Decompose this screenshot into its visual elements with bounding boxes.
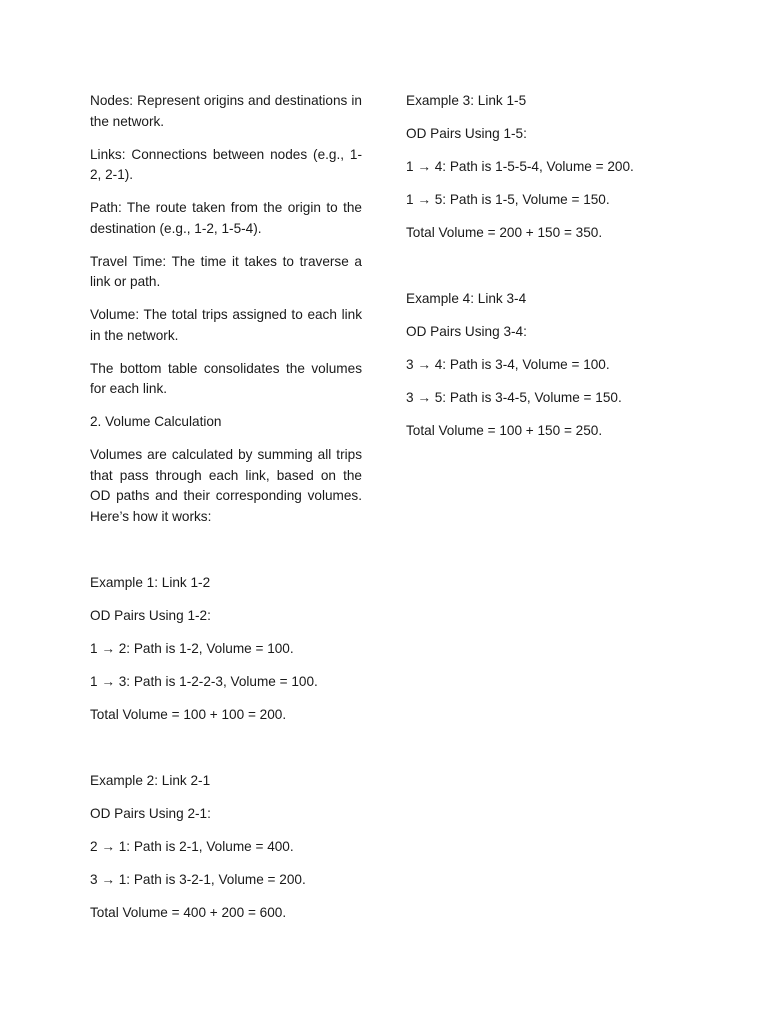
- example-1-title: Example 1: Link 1-2: [90, 574, 211, 590]
- example-3-od-label: OD Pairs Using 1-5:: [406, 126, 527, 141]
- definition-nodes: Nodes: Represent origins and destinations in the network.: [90, 93, 362, 129]
- section-intro: Volumes are calculated by summing all trips that pass through each link, based on the OD paths and their corresponding volumes. Here’s how it works:: [90, 447, 362, 524]
- example-1-od-label: OD Pairs Using 1-2:: [90, 607, 211, 623]
- example-4-line-2: 3 → 5: Path is 3-4-5, Volume = 150.: [406, 390, 622, 405]
- spacer: [90, 540, 362, 573]
- example-1-total: Total Volume = 100 + 100 = 200.: [90, 706, 287, 722]
- example-3-total: Total Volume = 200 + 150 = 350.: [406, 225, 603, 240]
- right-column: [406, 91, 696, 454]
- example-3-line-1: 1 → 4: Path is 1-5-5-4, Volume = 200.: [406, 159, 634, 174]
- section-title: 2. Volume Calculation: [90, 414, 222, 429]
- definition-travel-time: Travel Time: The time it takes to traverse a link or path.: [90, 253, 362, 289]
- definition-links: Links: Connections between nodes (e.g., 1-2, 2-1).: [90, 146, 362, 182]
- example-4-line-1: 3 → 4: Path is 3-4, Volume = 100.: [406, 357, 610, 372]
- example-3-title: Example 3: Link 1-5: [406, 93, 527, 108]
- definition-bottom-table: The bottom table consolidates the volumes for each link.: [90, 360, 362, 396]
- example-2-total: Total Volume = 400 + 200 = 600.: [90, 904, 287, 920]
- example-4-block: [406, 289, 696, 442]
- example-2-block: [90, 771, 362, 924]
- example-1-line-1: 1 → 2: Path is 1-2, Volume = 100.: [90, 640, 294, 656]
- spacer: [90, 738, 362, 771]
- definition-path: Path: The route taken from the origin to the destination (e.g., 1-2, 1-5-4).: [90, 200, 362, 236]
- spacer: [406, 256, 696, 289]
- example-2-line-1: 2 → 1: Path is 2-1, Volume = 400.: [90, 838, 294, 854]
- example-4-title: Example 4: Link 3-4: [406, 291, 527, 306]
- example-1-block: [90, 573, 362, 726]
- example-2-od-label: OD Pairs Using 2-1:: [90, 805, 211, 821]
- example-2-title: Example 2: Link 2-1: [90, 772, 211, 788]
- example-2-line-2: 3 → 1: Path is 3-2-1, Volume = 200.: [90, 871, 306, 887]
- left-column: [90, 91, 362, 936]
- example-1-line-2: 1 → 3: Path is 1-2-2-3, Volume = 100.: [90, 673, 318, 689]
- example-3-block: [406, 91, 696, 244]
- example-4-od-label: OD Pairs Using 3-4:: [406, 324, 527, 339]
- definition-volume: Volume: The total trips assigned to each link in the network.: [90, 307, 362, 343]
- example-4-total: Total Volume = 100 + 150 = 250.: [406, 423, 603, 438]
- example-3-line-2: 1 → 5: Path is 1-5, Volume = 150.: [406, 192, 610, 207]
